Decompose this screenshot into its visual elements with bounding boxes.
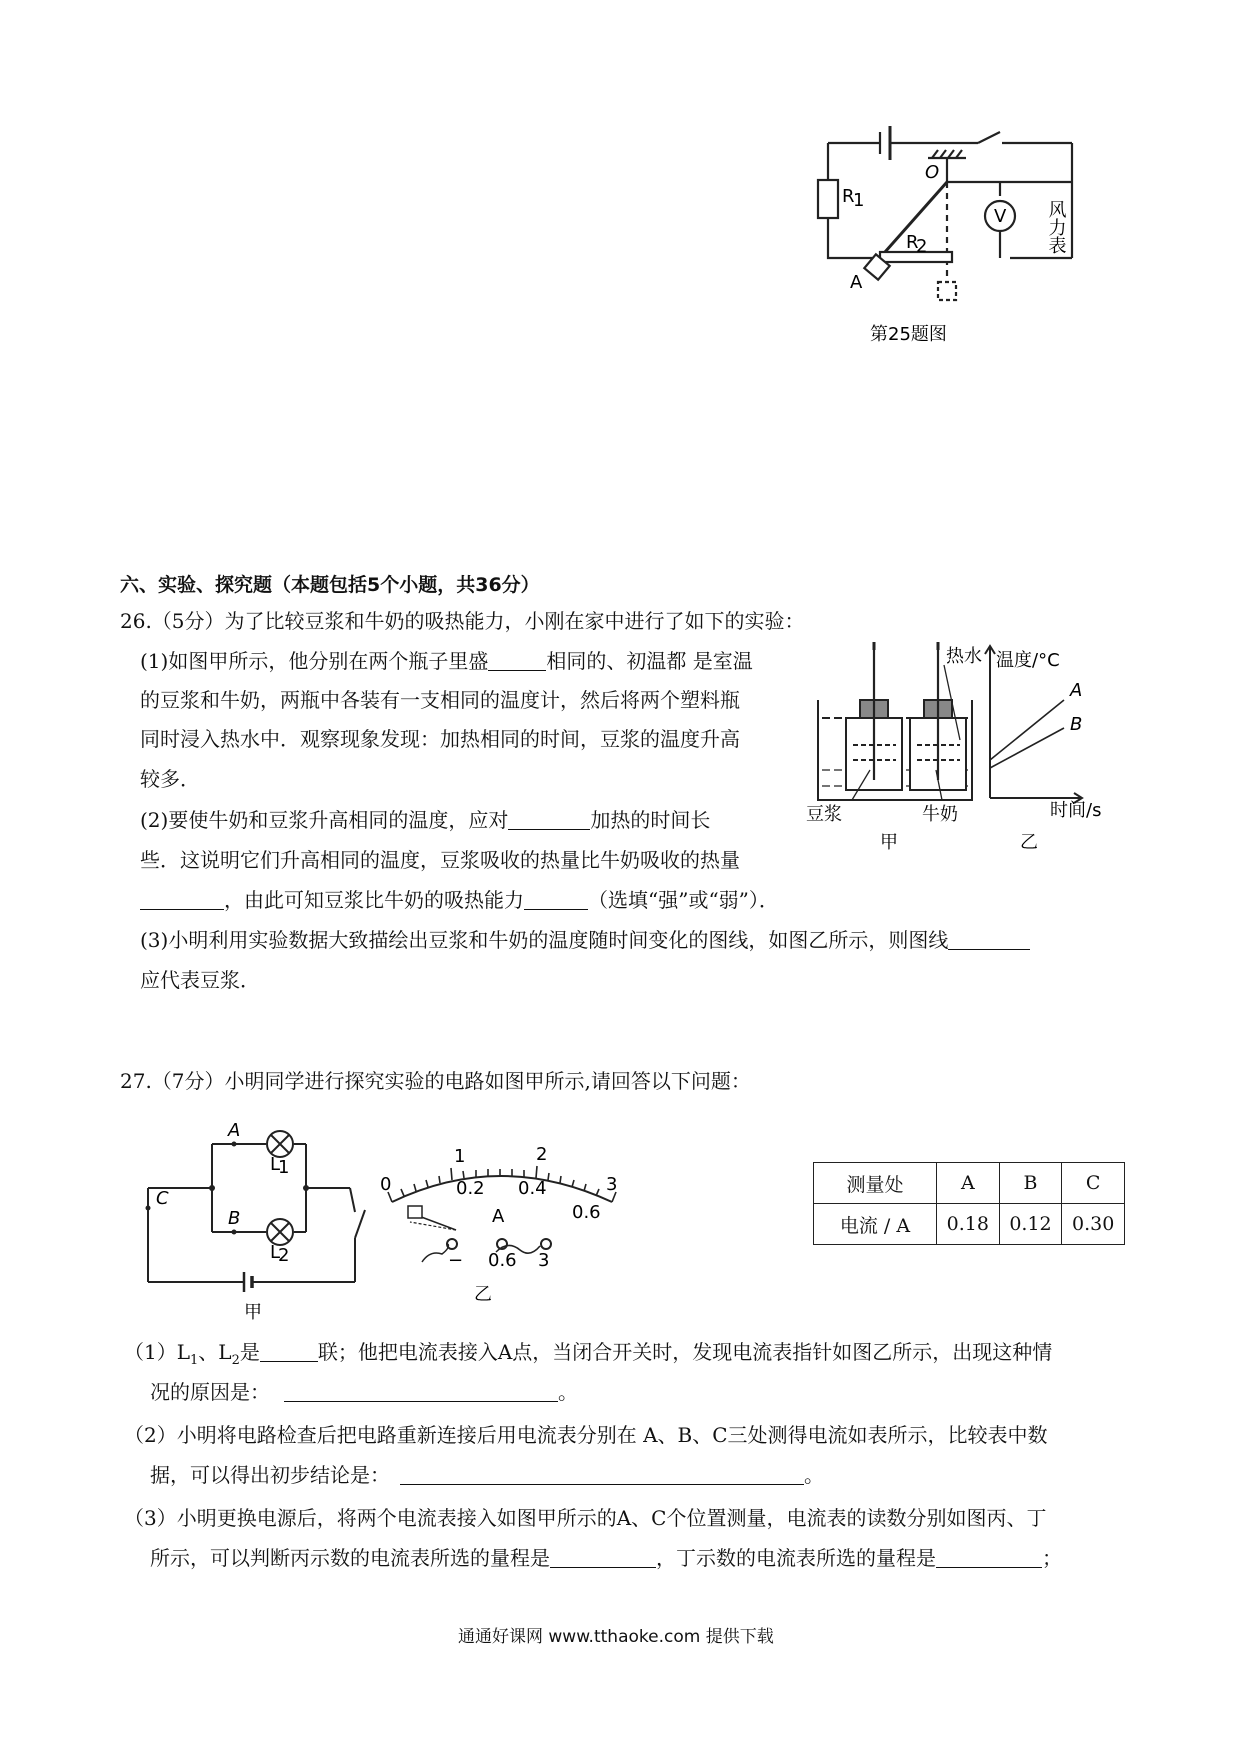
q27-sub1-subscript-1: 1	[190, 1353, 199, 1368]
q26-part2-text-a: (2)要使牛奶和豆浆升高相同的温度，应对	[140, 808, 509, 832]
q26-part1-line2: 的豆浆和牛奶，两瓶中各装有一支相同的温度计，然后将两个塑料瓶	[140, 688, 740, 712]
ammeter-scale-bottom-0: 0	[380, 1174, 392, 1195]
table-row	[814, 1163, 1125, 1204]
q27-sub1-line2	[150, 1373, 578, 1411]
circuit-point-c-label: C	[156, 1188, 169, 1209]
r1-label: R	[842, 186, 855, 207]
ammeter-terminal-3: 3	[538, 1250, 550, 1271]
r2-label: R	[906, 232, 919, 253]
q26-part2-text-d: （选填“强”或“弱”）．	[588, 888, 779, 912]
q27-sub3-text-a: 所示，可以判断丙示数的电流表所选的量程是	[150, 1546, 550, 1570]
q26-part3-text-a: (3)小明利用实验数据大致描绘出豆浆和牛奶的温度随时间变化的图线，如图乙所示，则图线	[140, 928, 949, 952]
question-27-heading: 27.（7分）小明同学进行探究实验的电路如图甲所示,请回答以下问题：	[120, 1069, 751, 1093]
section-6-title: 六、实验、探究题（本题包括5个小题，共36分）	[120, 574, 540, 596]
table-value-c: 0.30	[1062, 1204, 1125, 1245]
q27-sub1-text-rest: 联；他把电流表接入A点，当闭合开关时，发现电流表指针如图乙所示，出现这种情	[317, 1340, 1053, 1364]
voltmeter-label: V	[994, 206, 1007, 227]
plate-a-label: A	[850, 272, 863, 293]
ammeter-terminal-06: 0.6	[488, 1250, 517, 1271]
ammeter-scale-bottom-06: 0.6	[572, 1202, 601, 1223]
r1-subscript: 1	[853, 190, 865, 211]
milk-label: 牛奶	[922, 804, 958, 825]
ammeter-unit-label: A	[492, 1206, 505, 1227]
q26-part2-text-b: 加热的时间长	[590, 808, 711, 832]
table-header-a: A	[937, 1163, 1000, 1204]
q26-part2-text-c: ，由此可知豆浆比牛奶的吸热能力	[224, 888, 524, 912]
lamp-l2-label: L	[270, 1242, 281, 1263]
q27-sub3-text-b: ，丁示数的电流表所选的量程是	[656, 1546, 936, 1570]
table-value-b: 0.12	[999, 1204, 1062, 1245]
q27-sub2-period: 。	[804, 1463, 824, 1487]
figure-25-caption: 第25题图	[870, 324, 947, 345]
graph-line-a-label: A	[1070, 680, 1083, 701]
q26-part1-text-b: 相同的、初温都 是室温	[546, 649, 753, 673]
question-26-heading: 26.（5分）为了比较豆浆和牛奶的吸热能力，小刚在家中进行了如下的实验：	[120, 609, 805, 633]
graph-x-axis-label: 时间/s	[1050, 800, 1102, 821]
q27-sub2-conclusion-label: 据，可以得出初步结论是：	[150, 1463, 390, 1487]
table-row	[814, 1204, 1125, 1245]
q27-sub1-period: 。	[558, 1380, 578, 1404]
q27-answer-blank-4[interactable]	[550, 1545, 656, 1568]
r2-subscript: 2	[916, 236, 928, 257]
lamp-l2-subscript: 2	[278, 1245, 290, 1266]
current-measurement-table	[813, 1162, 1125, 1245]
q27-answer-blank-5[interactable]	[936, 1545, 1042, 1568]
table-label-current: 电流 / A	[814, 1204, 937, 1245]
q26-part3-line2: 应代表豆浆．	[140, 968, 260, 992]
figure-jia-caption: 甲	[880, 832, 898, 853]
q26-part1-text-a: (1)如图甲所示，他分别在两个瓶子里盛	[140, 649, 489, 673]
lamp-l1-subscript: 1	[278, 1157, 290, 1178]
q26-part1-line3: 同时浸入热水中．观察现象发现：加热相同的时间，豆浆的温度升高	[140, 727, 740, 751]
q27-sub3-line2	[150, 1539, 1062, 1577]
page-footer: 通通好课网 www.tthaoke.com 提供下载	[458, 1627, 774, 1647]
table-value-a: 0.18	[937, 1204, 1000, 1245]
wind-meter-label: 风力表	[1045, 200, 1067, 254]
q27-sub3-line1: （3）小明更换电源后，将两个电流表接入如图甲所示的A、C个位置测量，电流表的读数分别如图丙、丁	[124, 1506, 1047, 1530]
circuit-point-b-label: B	[228, 1208, 241, 1229]
figure-yi-caption: 乙	[1020, 832, 1038, 853]
ammeter-scale-top-2: 2	[536, 1144, 548, 1165]
q27-sub1-reason-label: 况的原因是：	[150, 1380, 270, 1404]
q27-sub1-subscript-2: 2	[231, 1353, 240, 1368]
circuit-point-a-label: A	[228, 1120, 241, 1141]
q26-part1-line4: 较多．	[140, 767, 200, 791]
table-header-location: 测量处	[814, 1163, 937, 1204]
table-header-c: C	[1062, 1163, 1125, 1204]
ammeter-caption-yi: 乙	[474, 1284, 492, 1305]
q27-answer-blank-2[interactable]	[284, 1379, 558, 1402]
ammeter-scale-top-1: 1	[454, 1146, 466, 1167]
q27-sub1-text-l2: 、L	[198, 1340, 232, 1364]
graph-y-axis-label: 温度/°C	[996, 650, 1060, 671]
q27-answer-blank-1[interactable]	[260, 1339, 318, 1362]
q27-sub2-line2	[150, 1456, 824, 1494]
q27-sub2-line1: （2）小明将电路检查后把电路重新连接后用电流表分别在 A、B、C三处测得电流如表所示，比较表中数	[124, 1423, 1048, 1447]
pivot-o-label: O	[925, 162, 940, 183]
q27-answer-blank-3[interactable]	[400, 1462, 804, 1485]
ammeter-scale-bottom-02: 0.2	[456, 1178, 485, 1199]
table-header-b: B	[999, 1163, 1062, 1204]
q27-sub3-semicolon: ；	[1042, 1546, 1062, 1570]
q26-part2-line2: 些．这说明它们升高相同的温度，豆浆吸收的热量比牛奶吸收的热量	[140, 848, 740, 872]
ammeter-scale-bottom-04: 0.4	[518, 1178, 547, 1199]
q27-sub1-text-l: （1）L	[124, 1340, 191, 1364]
ammeter-scale-top-3: 3	[606, 1174, 618, 1195]
circuit-caption-jia: 甲	[244, 1302, 262, 1323]
ammeter-terminal-minus: −	[448, 1250, 464, 1271]
soy-milk-label: 豆浆	[806, 804, 842, 825]
hot-water-label: 热水	[946, 646, 982, 667]
graph-line-b-label: B	[1070, 714, 1083, 735]
lamp-l1-label: L	[270, 1154, 281, 1175]
q27-sub1-text-is: 是	[239, 1340, 260, 1364]
